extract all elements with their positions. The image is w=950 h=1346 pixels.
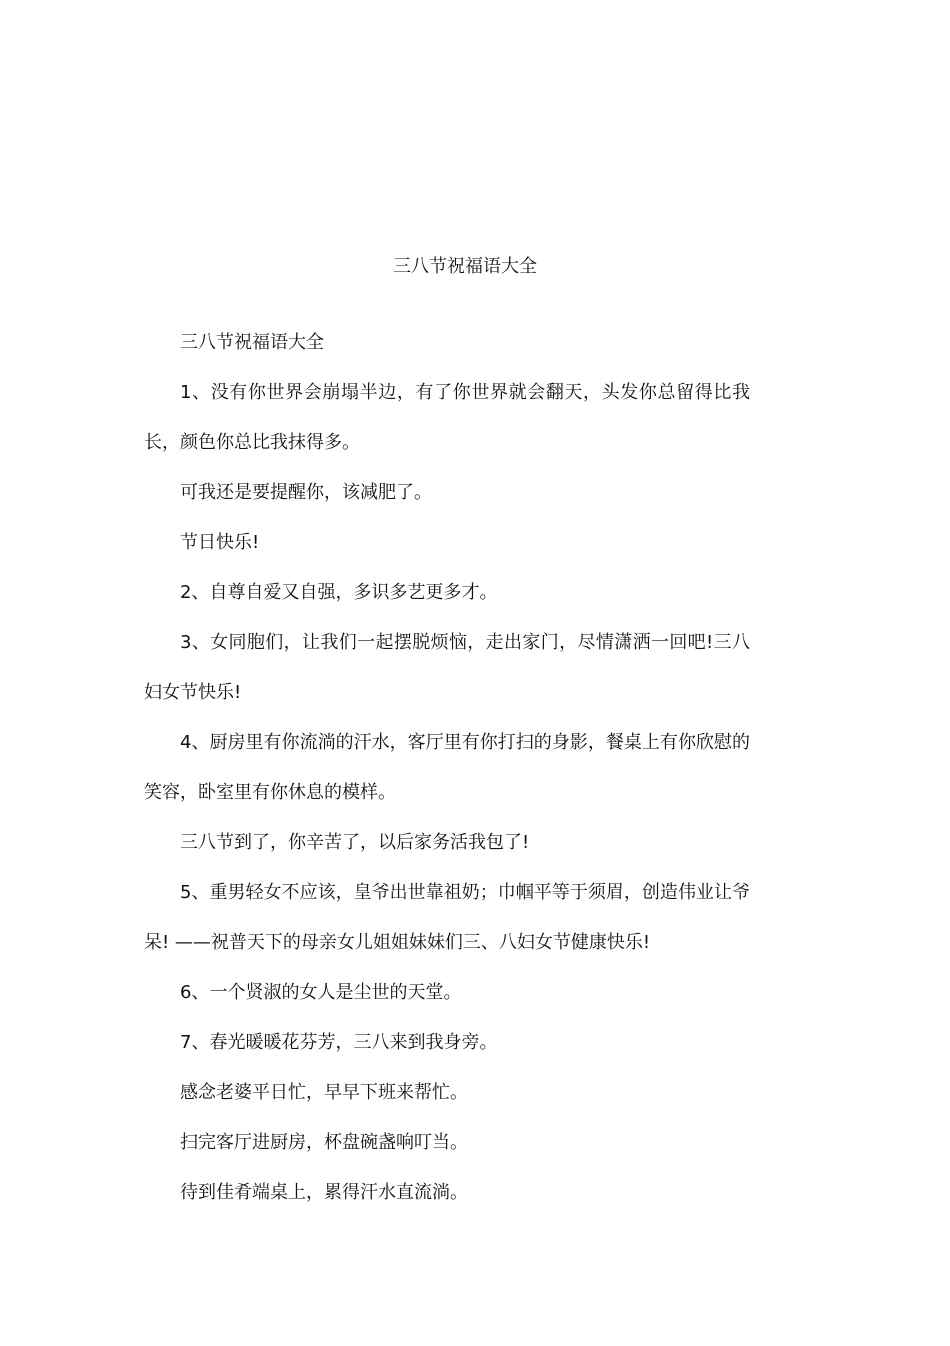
paragraph: 待到佳肴端桌上，累得汗水直流淌。 — [180, 1182, 468, 1203]
paragraph: 三八节到了，你辛苦了，以后家务活我包了! — [180, 832, 530, 853]
paragraph: 可我还是要提醒你，该减肥了。 — [180, 482, 432, 503]
paragraph: 感念老婆平日忙，早早下班来帮忙。 — [180, 1082, 468, 1103]
paragraph-item-1: 1、没有你世界会崩塌半边，有了你世界就会翻天，头发你总留得比我长，颜色你总比我抹得多。 — [144, 382, 750, 453]
paragraph: 节日快乐! — [180, 532, 260, 553]
document-body — [144, 318, 750, 1218]
paragraph-item-4: 4、厨房里有你流淌的汗水，客厅里有你打扫的身影，餐桌上有你欣慰的笑容，卧室里有你休息的模样。 — [144, 732, 750, 803]
paragraph-item-7: 7、春光暖暖花芬芳，三八来到我身旁。 — [180, 1032, 498, 1053]
paragraph-item-2: 2、自尊自爱又自强，多识多艺更多才。 — [180, 582, 498, 603]
document-title: 三八节祝福语大全 — [393, 256, 537, 277]
paragraph-item-6: 6、一个贤淑的女人是尘世的天堂。 — [180, 982, 462, 1003]
paragraph-subtitle: 三八节祝福语大全 — [180, 332, 324, 353]
paragraph-item-5: 5、重男轻女不应该，皇爷出世靠祖奶；巾帼平等于须眉，创造伟业让爷呆! ——祝普天下的母亲女儿姐姐妹妹们三、八妇女节健康快乐! — [144, 882, 750, 953]
paragraph-item-3: 3、女同胞们，让我们一起摆脱烦恼，走出家门，尽情潇洒一回吧!三八妇女节快乐! — [144, 632, 750, 703]
paragraph: 扫完客厅进厨房，杯盘碗盏响叮当。 — [180, 1132, 468, 1153]
